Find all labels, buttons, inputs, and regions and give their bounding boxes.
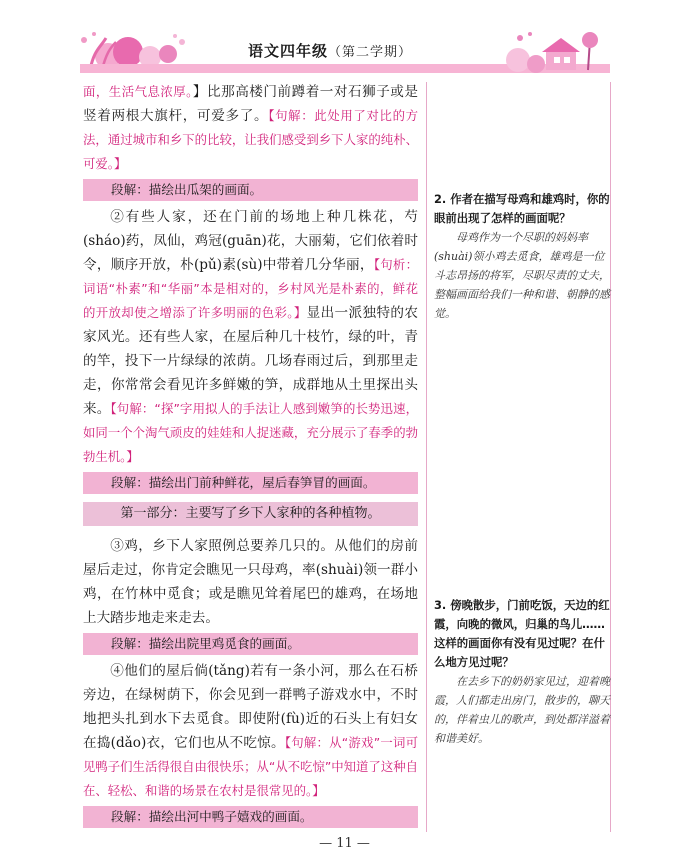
- paragraph-2-text-cont: 显出一派独特的农家风光。还有些人家，在屋后种几十枝竹，绿的叶，青的竿，投下一片绿绿的浓荫。几场春雨过后，到那里走走，你常常会看见许多鲜嫩的笋，成群地从土里探出头来。: [83, 305, 418, 417]
- side-question-3: [434, 596, 612, 748]
- answer-text: 母鸡作为一个尽职的妈妈率(shuài)领小鸡去觅食，雄鸡是一位斗志昂扬的将军，尽职尽责的丈夫，整幅画面给我们一种和谐、朝静的感觉。: [434, 231, 610, 320]
- paragraph-4: [83, 659, 418, 803]
- main-text-column: [83, 80, 418, 832]
- paragraph-summary-bar: 段解：描绘出门前种鲜花，屋后春笋冒的画面。: [83, 472, 418, 494]
- page-number: — 11 —: [319, 836, 370, 851]
- sentence-annotation: 【句解：从“游戏”一词可见鸭子们生活得很自由很快乐；从“从不吃惊”中知道了这种自在、轻松、和谐的场景在农村是很常见的。】: [83, 735, 418, 798]
- paragraph-summary-bar: 段解：描绘出河中鸭子嬉戏的画面。: [83, 806, 418, 828]
- annotation-continued: 面，生活气息浓厚。: [83, 84, 193, 99]
- paragraph-2-text: ②有些人家，还在门前的场地上种几株花，芍(sháo)药，凤仙，鸡冠(guān)花，大丽菊，它们依着时令，顺序开放，朴(pǔ)素(sù)中带着几分华丽，: [83, 209, 418, 273]
- question-text: 2. 作者在描写母鸡和雄鸡时，你的眼前出现了怎样的画面呢？: [434, 192, 610, 225]
- answer-text: 在去乡下的奶奶家见过，迎着晚霞，人们都走出房门，散步的，聊天的，伴着虫儿的歌声，到处都洋溢着和谐美好。: [434, 675, 610, 745]
- sentence-analysis: 【句析：词语“朴素”和“华丽”本是相对的，乡村风光是朴素的，鲜花的开放却使之增添了许多明丽的色彩。】: [83, 257, 418, 320]
- sentence-annotation: 【句解：此处用了对比的方法，通过城市和乡下的比较，让我们感受到乡下人家的纯朴、可爱。】: [83, 108, 419, 171]
- section-summary-bar: 第一部分：主要写了乡下人家种的各种植物。: [83, 502, 418, 526]
- paragraph-1-text: 】比那高楼门前蹲着一对石狮子或是竖着两根大旗杆，可爱多了。: [83, 84, 418, 124]
- book-subtitle: （第二学期）: [328, 45, 413, 60]
- book-title: 语文四年级: [247, 42, 328, 60]
- paragraph-1: [83, 80, 418, 176]
- sentence-annotation: 【句解：“探”字用拟人的手法让人感到嫩笋的长势迅速，如同一个个淘气顽皮的娃娃和人捉迷藏，充分展示了春季的勃勃生机。】: [83, 401, 418, 464]
- column-divider: [426, 82, 427, 832]
- side-question-2: [434, 190, 612, 323]
- paragraph-3: ③鸡，乡下人家照例总要养几只的。从他们的房前屋后走过，你肯定会瞧见一只母鸡，率(shuài)领一群小鸡，在竹林中觅食；或是瞧见耸着尾巴的雄鸡，在场地上大踏步地走来走去。: [83, 538, 418, 626]
- paragraph-2: [83, 205, 418, 469]
- page-header: [50, 30, 610, 78]
- house-decoration-icon: [500, 30, 610, 74]
- paragraph-summary-bar: 段解：描绘出瓜架的画面。: [83, 179, 418, 201]
- question-text: 3. 傍晚散步，门前吃饭，天边的红霞，向晚的微风，归巢的鸟儿……这样的画面你有没有见过呢？在什么地方见过呢？: [434, 598, 610, 669]
- paragraph-4-text: ④他们的屋后倘(tǎng)若有一条小河，那么在石桥旁边，在绿树荫下，你会见到一群鸭子游戏水中，不时地把头扎到水下去觅食。即使附(fù)近的石头上有妇女在捣(dǎo)衣，它们也从不吃惊。: [83, 663, 418, 751]
- paragraph-summary-bar: 段解：描绘出院里鸡觅食的画面。: [83, 633, 418, 655]
